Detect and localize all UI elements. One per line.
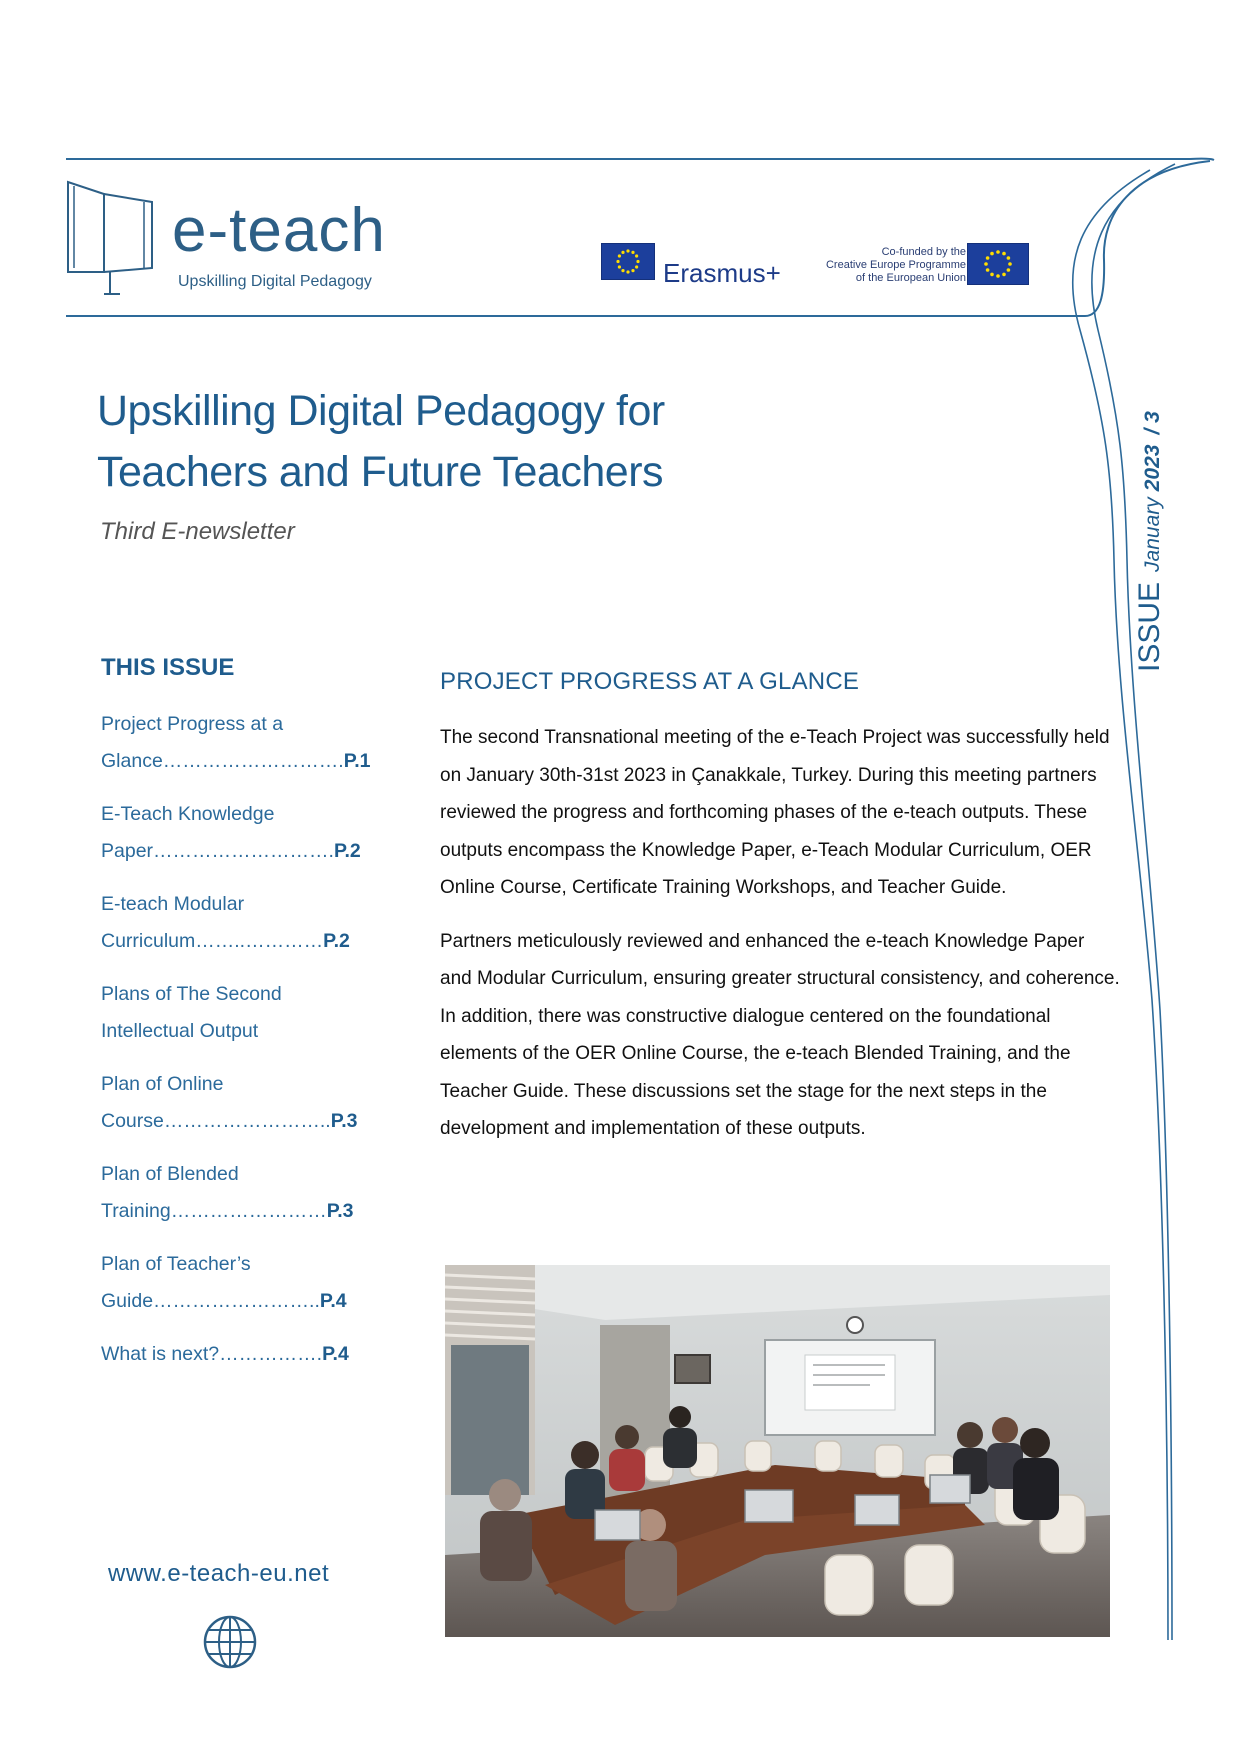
article-heading: PROJECT PROGRESS AT A GLANCE <box>440 668 860 695</box>
eu-flag-icon <box>601 243 655 280</box>
eteach-wordmark: e-teach <box>172 196 386 265</box>
toc-item[interactable] <box>101 796 371 870</box>
issue-month: January <box>1141 497 1164 572</box>
toc-item[interactable] <box>101 976 371 1050</box>
toc-dots: ………………………. <box>153 840 334 862</box>
toc-item-line2: Course <box>101 1110 164 1132</box>
eu-flag-icon <box>967 243 1029 285</box>
issue-word: ISSUE <box>1133 581 1166 672</box>
toc-list <box>101 706 371 1389</box>
meeting-photo <box>445 1265 1110 1637</box>
title-line-1: Upskilling Digital Pedagogy for <box>97 387 665 435</box>
toc-item-line1: Plan of Teacher’s <box>101 1253 251 1275</box>
article-paragraph-1: The second Transnational meeting of the e-Teach Project was successfully held on January 30th-31st 2023 in Çanakkale, Turkey. During this meeting partners reviewed the progress and forthcoming phases of the e-teach outputs. These outputs encompass the Knowledge Paper, e-Teach Modular Curriculum, OER Online Course, Certificate Training Workshops, and Teacher Guide. <box>440 727 1110 898</box>
cofunded-line-3: of the European Union <box>855 272 966 284</box>
toc-item[interactable] <box>101 1066 371 1140</box>
eteach-logo-icon <box>64 172 164 300</box>
toc-page: P.3 <box>330 1110 358 1132</box>
toc-item[interactable] <box>101 1156 371 1230</box>
toc-item-line2: Guide <box>101 1290 154 1312</box>
toc-item-line1: Plans of The Second <box>101 983 282 1005</box>
cofunded-line-1: Co-funded by the <box>881 246 966 258</box>
issue-number: / 3 <box>1141 411 1164 435</box>
toc-dots: ……………. <box>219 1343 323 1365</box>
toc-dots: …………………… <box>170 1200 327 1222</box>
toc-page: P.2 <box>323 930 350 952</box>
issue-label <box>1133 411 1167 672</box>
toc-page: P.2 <box>333 840 361 862</box>
article-paragraph-2: Partners meticulously reviewed and enhanced the e-teach Knowledge Paper and Modular Curriculum, ensuring greater structural consistency, and coherence. In addition, there was constructive dialogue centered on the foundational elements of the OER Online Course, the e-teach Blended Training, and the Teacher Guide. These discussions set the stage for the next steps in the development and implementation of these outputs. <box>440 930 1120 1139</box>
eteach-tagline: Upskilling Digital Pedagogy <box>178 273 372 290</box>
newsletter-subtitle: Third E-newsletter <box>100 518 295 545</box>
toc-item-line2: Training <box>101 1200 171 1222</box>
toc-dots: ……..………… <box>195 930 324 952</box>
toc-heading: THIS ISSUE <box>101 654 235 681</box>
toc-page: P.1 <box>343 750 371 772</box>
article-body <box>440 719 1120 1164</box>
cofunded-line-2: Creative Europe Programme <box>825 259 966 271</box>
newsletter-title <box>97 381 665 503</box>
toc-item[interactable] <box>101 706 371 780</box>
globe-icon <box>202 1614 258 1670</box>
toc-item-line1: Plan of Blended <box>101 1163 239 1185</box>
toc-item-line2: Intellectual Output <box>101 1020 259 1042</box>
toc-item[interactable] <box>101 1336 371 1373</box>
toc-item-line1: Project Progress at a <box>101 713 284 735</box>
toc-dots: …………………….. <box>163 1110 331 1132</box>
toc-item[interactable] <box>101 1246 371 1320</box>
toc-item-line1: What is next? <box>101 1343 220 1365</box>
toc-page: P.3 <box>326 1200 354 1222</box>
erasmus-label: Erasmus+ <box>663 258 781 288</box>
cofunded-text <box>788 246 966 285</box>
toc-dots: ………………………. <box>162 750 344 772</box>
toc-item-line2: Curriculum <box>101 930 196 952</box>
toc-page: P.4 <box>322 1343 349 1365</box>
website-link[interactable]: www.e-teach-eu.net <box>108 1560 330 1587</box>
toc-item[interactable] <box>101 886 371 960</box>
toc-item-line1: E-Teach Knowledge <box>101 803 275 825</box>
issue-year: 2023 <box>1141 444 1164 492</box>
title-line-2: Teachers and Future Teachers <box>97 448 664 496</box>
toc-page: P.4 <box>319 1290 347 1312</box>
toc-dots: …………………….. <box>153 1290 320 1312</box>
toc-item-line2: Glance <box>101 750 163 772</box>
toc-item-line2: Paper <box>101 840 154 862</box>
toc-item-line1: E-teach Modular <box>101 893 245 915</box>
toc-item-line1: Plan of Online <box>101 1073 224 1095</box>
